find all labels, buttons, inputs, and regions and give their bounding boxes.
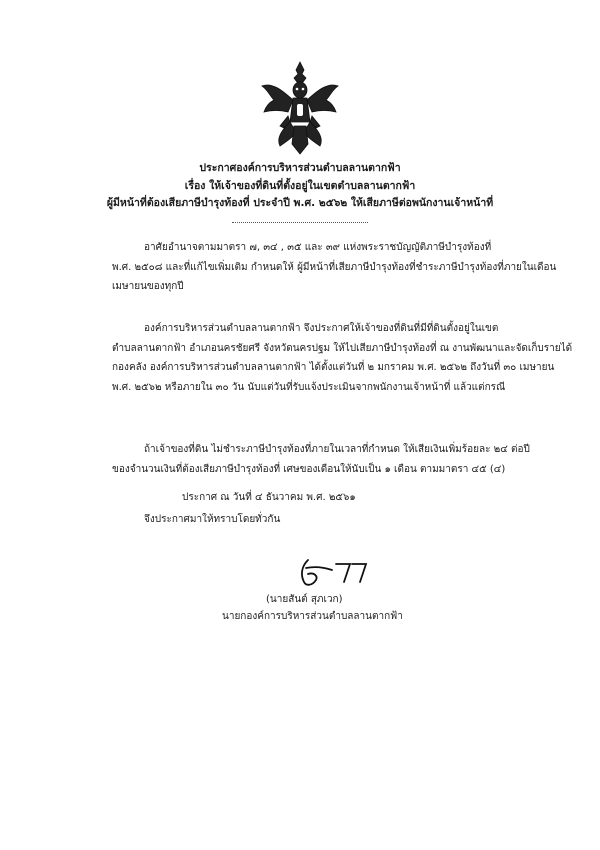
signer-name: (นายสันต์ สุภเวก) <box>266 594 343 605</box>
paragraph-penalty <box>112 440 547 479</box>
signer-title: นายกองค์การบริหารส่วนตำบลลานตากฟ้า <box>222 611 403 622</box>
text-line: อาศัยอำนาจตามมาตรา ๗, ๓๔ , ๓๕ และ ๓๙ แห่งพระราชบัญญัติภาษีบำรุงท้องที่ <box>144 242 492 253</box>
text-line: พ.ศ. ๒๕๖๒ หรือภายใน ๓๐ วัน นับแต่วันที่รับแจ้งประเมินจากพนักงานเจ้าหน้าที่ แล้วแต่กรณี <box>112 381 506 393</box>
text-line: เมษายนของทุกปี <box>112 281 184 292</box>
header-divider <box>232 222 368 223</box>
paragraph-tax-payment <box>112 319 573 397</box>
announcement-date: ประกาศ ณ วันที่ ๔ ธันวาคม พ.ศ. ๒๕๖๑ <box>182 492 356 503</box>
text-line: พ.ศ. ๒๕๐๘ และที่แก้ไขเพิ่มเติม กำหนดให้ ผู้มีหน้าที่เสียภาษีบำรุงท้องที่ชำระภาษีบำรุงท้องที่ภายในเดือน <box>112 261 557 273</box>
text-line: องค์การบริหารส่วนตำบลลานตากฟ้า จึงประกาศให้เจ้าของที่ดินที่มีที่ดินตั้งอยู่ในเขต <box>144 323 499 334</box>
garuda-emblem-icon <box>258 60 342 158</box>
text-line: จึงประกาศมาให้ทราบโดยทั่วกัน <box>144 514 281 525</box>
paragraph-legal-basis <box>112 238 557 297</box>
text-line: ของจำนวนเงินที่ต้องเสียภาษีบำรุงท้องที่ เศษของเดือนให้นับเป็น ๑ เดือน ตามมาตรา ๔๕ (๔) <box>112 463 506 475</box>
announcement-subject: เรื่อง ให้เจ้าของที่ดินที่ตั้งอยู่ในเขตตำบลลานตากฟ้า <box>184 179 416 192</box>
announcement-title: ประกาศองค์การบริหารส่วนตำบลลานตากฟ้า <box>199 162 401 174</box>
signature-image <box>292 556 382 596</box>
text-line: ตำบลลานตากฟ้า อำเภอนครชัยศรี จังหวัดนครปฐม ให้ไปเสียภาษีบำรุงท้องที่ ณ งานพัฒนาและจัดเก็บรายได้ <box>112 342 573 354</box>
text-line: กองคลัง องค์การบริหารส่วนตำบลลานตากฟ้า ได้ตั้งแต่วันที่ ๒ มกราคม พ.ศ. ๒๕๖๒ ถึงวันที่ ๓๐ เมษายน <box>112 362 555 373</box>
announcement-subject-detail: ผู้มีหน้าที่ต้องเสียภาษีบำรุงท้องที่ ประจำปี พ.ศ. ๒๕๖๒ ให้เสียภาษีต่อพนักงานเจ้าหน้าที่ <box>106 197 494 209</box>
announcement-header <box>0 160 600 213</box>
paragraph-closing <box>112 510 579 530</box>
text-line: ถ้าเจ้าของที่ดิน ไม่ชำระภาษีบำรุงท้องที่ภายในเวลาที่กำหนด ให้เสียเงินเพิ่มร้อยละ ๒๔ ต่อปี <box>144 444 530 455</box>
